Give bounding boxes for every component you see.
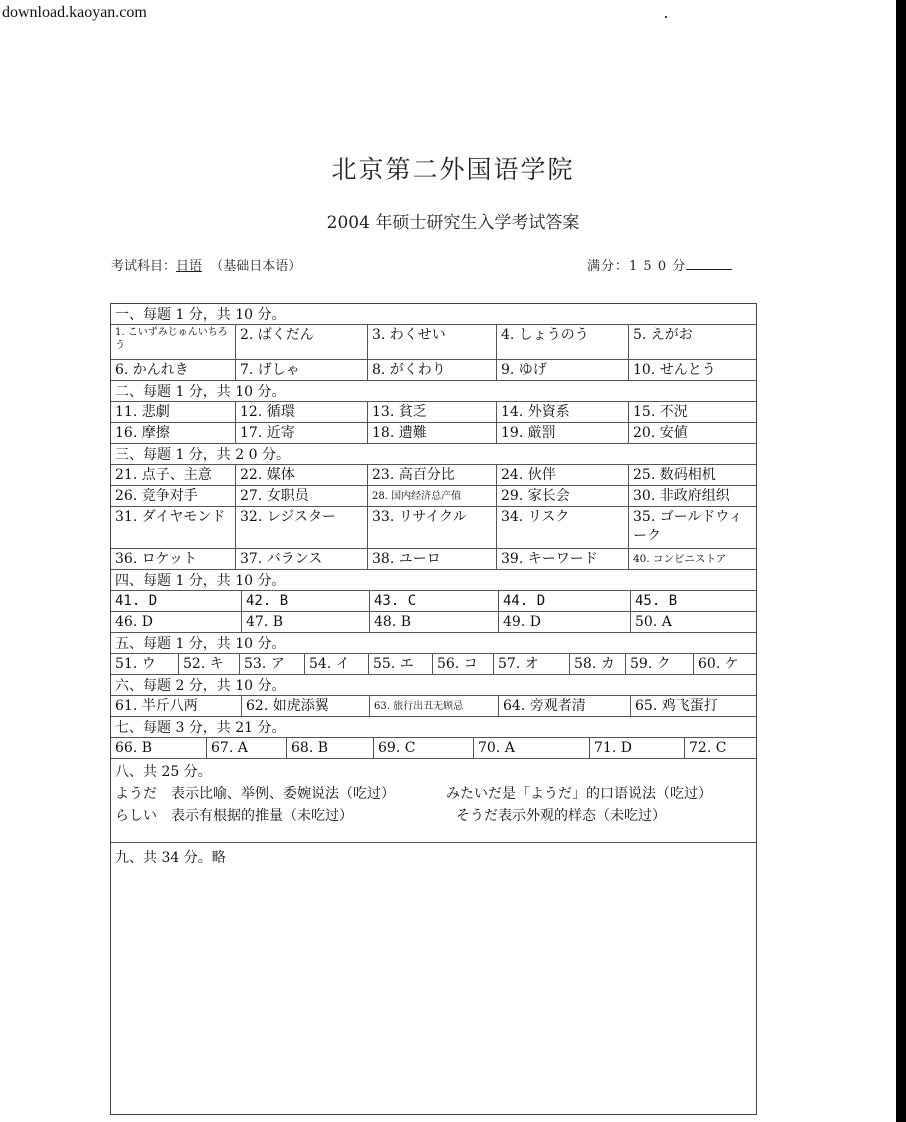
answer-cell: 65. 鸡飞蛋打 xyxy=(635,698,718,714)
answer-cell: 71. D xyxy=(590,738,685,758)
answer-cell: 37. バランス xyxy=(236,549,368,569)
answer-cell: 6. かんれき xyxy=(111,360,236,380)
answer-cell: 51. ウ xyxy=(111,654,179,674)
section-heading-text: 五、每题 1 分，共 10 分。 xyxy=(115,636,286,652)
answer-cell: 45. B xyxy=(635,593,678,609)
answer-cell: 44. D xyxy=(499,591,631,611)
answer-cell: 23. 高百分比 xyxy=(368,465,497,485)
answer-cell: 61. 半斤八两 xyxy=(111,696,242,716)
section-6-heading xyxy=(111,675,756,696)
section-9 xyxy=(111,843,756,871)
answer-cell: 55. エ xyxy=(369,654,433,674)
answer-cell: 15. 不況 xyxy=(633,404,688,420)
section-1-heading xyxy=(111,304,756,325)
answer-cell: 14. 外資系 xyxy=(497,402,629,422)
answer-cell: 47. B xyxy=(242,612,370,632)
section-heading-text: 一、每题 1 分，共 10 分。 xyxy=(115,307,286,323)
mitaida-explanation: みたいだ是「ようだ」的口语说法（吃过） xyxy=(446,786,712,802)
watermark-url: download.kaoyan.com xyxy=(2,4,147,21)
answer-cell: 38. ユーロ xyxy=(368,549,497,569)
answer-cell: 67. A xyxy=(207,738,287,758)
answer-cell: 30. 非政府组织 xyxy=(633,488,730,504)
answer-cell: 68. B xyxy=(287,738,374,758)
section-5-heading xyxy=(111,633,756,654)
answer-cell: 5. えがお xyxy=(633,327,693,343)
answer-cell: 9. ゆげ xyxy=(497,360,629,380)
answer-cell: 54. イ xyxy=(305,654,369,674)
table-row xyxy=(111,465,756,486)
answer-cell: 18. 遭難 xyxy=(368,423,497,443)
answer-cell: 40. コンビニストア xyxy=(633,553,727,565)
answer-cell: 41. D xyxy=(111,591,242,611)
answer-cell: 57. オ xyxy=(494,654,570,674)
answer-cell: 59. ク xyxy=(626,654,694,674)
answer-cell: 43. C xyxy=(370,591,499,611)
answer-cell: 53. ア xyxy=(240,654,305,674)
scan-speck xyxy=(665,16,667,18)
subject-value: 日语 xyxy=(176,259,203,274)
answer-cell: 52. キ xyxy=(179,654,240,674)
answer-cell: 63. 旅行出丑无顾忌 xyxy=(370,696,499,716)
answer-cell: 62. 如虎添翼 xyxy=(242,696,370,716)
answer-cell: 69. C xyxy=(374,738,474,758)
answer-cell: 49. D xyxy=(499,612,631,632)
table-row xyxy=(111,423,756,444)
answer-cell: 10. せんとう xyxy=(633,362,716,378)
answer-cell: 66. B xyxy=(111,738,207,758)
answer-cell: 2. ばくだん xyxy=(236,325,368,359)
answer-cell: 50. A xyxy=(635,614,672,630)
answer-cell: 12. 循環 xyxy=(236,402,368,422)
table-row xyxy=(111,549,756,570)
full-mark xyxy=(587,255,732,274)
answer-cell: 19. 厳罰 xyxy=(497,423,629,443)
answer-cell: 33. リサイクル xyxy=(368,507,497,548)
answer-cell: 72. C xyxy=(689,740,727,756)
section-heading-text: 四、每题 1 分，共 10 分。 xyxy=(115,573,286,589)
answer-cell: 3. わくせい xyxy=(368,325,497,359)
souda-explanation: そうだ表示外观的样态（未吃过） xyxy=(456,808,666,824)
answer-cell: 48. B xyxy=(370,612,499,632)
answer-cell: 25. 数码相机 xyxy=(633,467,716,483)
answer-cell: 34. リスク xyxy=(497,507,629,548)
answer-cell: 60. ケ xyxy=(698,656,739,672)
subject-label: 考试科目： xyxy=(111,259,177,274)
answer-cell: 22. 媒体 xyxy=(236,465,368,485)
table-row xyxy=(111,402,756,423)
table-row xyxy=(111,738,756,759)
answer-cell: 56. コ xyxy=(433,654,494,674)
section-heading-text: 三、每题 1 分，共 2 0 分。 xyxy=(115,447,290,463)
table-row xyxy=(111,696,756,717)
section-heading-text: 七、每题 3 分，共 21 分。 xyxy=(115,720,286,736)
table-row xyxy=(111,591,756,612)
full-mark-label: 满分： xyxy=(587,259,630,274)
section-8 xyxy=(111,759,756,843)
answer-cell: 29. 家长会 xyxy=(497,486,629,506)
answer-table xyxy=(110,303,757,1115)
answer-cell: 32. レジスター xyxy=(236,507,368,548)
table-row xyxy=(111,486,756,507)
answer-cell: 26. 竞争对手 xyxy=(111,486,236,506)
answer-cell: 28. 国内经济总产值 xyxy=(368,486,497,506)
subject-note: （基础日本语） xyxy=(210,259,302,274)
answer-cell: 21. 点子、主意 xyxy=(111,465,236,485)
full-mark-blank xyxy=(686,257,732,270)
table-row xyxy=(111,654,756,675)
answer-cell: 13. 貧乏 xyxy=(368,402,497,422)
section-3-heading xyxy=(111,444,756,465)
answer-cell: 20. 安値 xyxy=(633,425,688,441)
answer-cell: 64. 旁观者清 xyxy=(499,696,631,716)
section-heading-text: 二、每题 1 分，共 10 分。 xyxy=(115,384,286,400)
answer-cell: 4. しょうのう xyxy=(497,325,629,359)
answer-cell: 24. 伙伴 xyxy=(497,465,629,485)
section-heading-text: 六、每题 2 分，共 10 分。 xyxy=(115,678,286,694)
answer-cell: 8. がくわり xyxy=(368,360,497,380)
section-9-heading: 九、共 34 分。略 xyxy=(115,850,226,866)
answer-cell: 16. 摩擦 xyxy=(111,423,236,443)
table-row xyxy=(111,612,756,633)
answer-cell: 17. 近寄 xyxy=(236,423,368,443)
table-row xyxy=(111,360,756,381)
section-8-heading: 八、共 25 分。 xyxy=(115,764,212,780)
answer-cell: 36. ロケット xyxy=(111,549,236,569)
document-subtitle: 2004 年硕士研究生入学考试答案 xyxy=(326,213,580,233)
answer-cell: 42. B xyxy=(242,591,370,611)
table-row xyxy=(111,325,756,360)
answer-cell: 39. キーワード xyxy=(497,549,629,569)
answer-cell: 58. カ xyxy=(570,654,626,674)
table-row xyxy=(111,507,756,549)
answer-cell: 11. 悲劇 xyxy=(111,402,236,422)
answer-cell: 1. こいずみじゅんいちろう xyxy=(111,325,236,359)
answer-cell: 70. A xyxy=(474,738,590,758)
rashii-explanation: らしい 表示有根据的推量（未吃过） xyxy=(115,808,353,824)
answer-cell: 31. ダイヤモンド xyxy=(111,507,236,548)
section-4-heading xyxy=(111,570,756,591)
exam-subject xyxy=(111,255,301,274)
full-mark-value: 1 5 0 分 xyxy=(629,259,687,274)
youda-explanation: ようだ 表示比喻、举例、委婉说法（吃过） xyxy=(115,786,395,802)
document-title: 北京第二外国语学院 xyxy=(331,155,575,184)
answer-cell: 46. D xyxy=(111,612,242,632)
section-2-heading xyxy=(111,381,756,402)
answer-cell: 7. げしゃ xyxy=(236,360,368,380)
answer-cell: 27. 女职员 xyxy=(236,486,368,506)
answer-cell: 35. ゴールドウィーク xyxy=(633,509,743,544)
section-7-heading xyxy=(111,717,756,738)
